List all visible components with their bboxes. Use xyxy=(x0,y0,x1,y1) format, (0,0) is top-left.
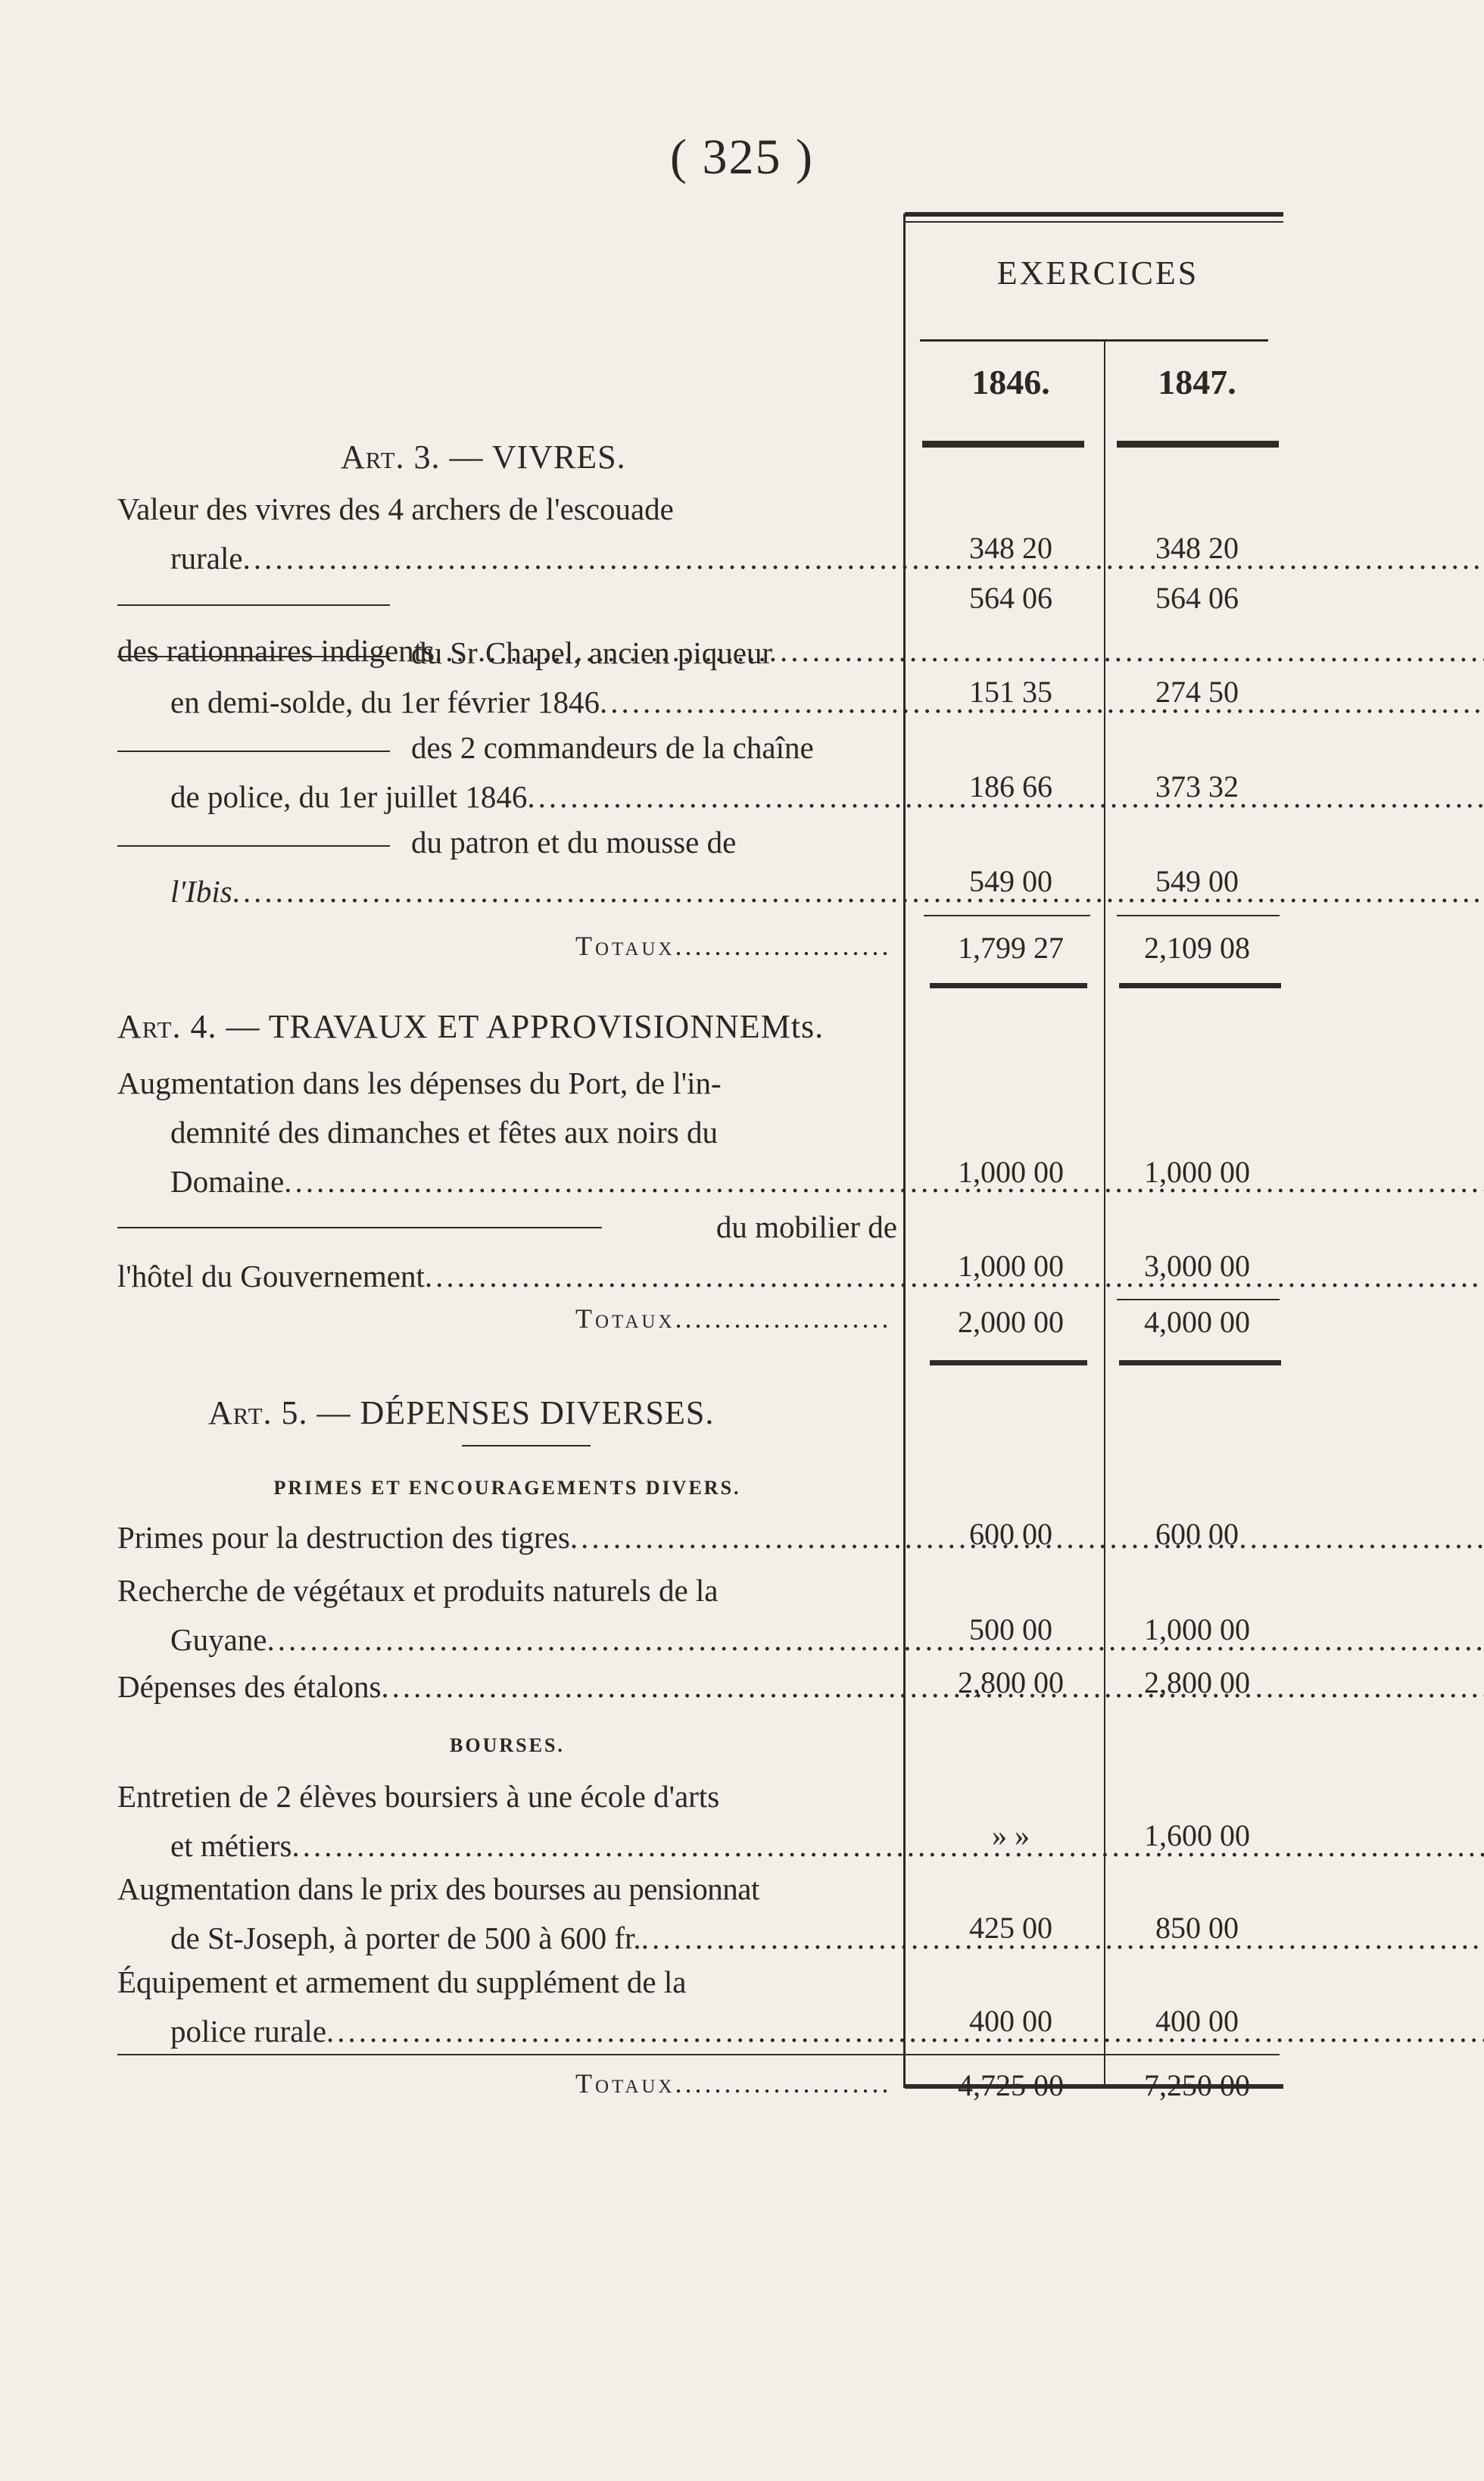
art3-row-5-1847: 549 00 xyxy=(1155,864,1239,898)
art5-total-1846: 4,725 00 xyxy=(958,2068,1064,2102)
row-label-line: du Sr Chapel, ancien piqueur xyxy=(411,635,773,670)
row-label-line: l'Ibis xyxy=(170,874,232,909)
art5-row-1-1847: 600 00 xyxy=(1155,1517,1239,1551)
year-rule-1847 xyxy=(1117,441,1279,448)
art4-row-1 xyxy=(117,1059,897,1206)
row-label-line: de police, du 1er juillet 1846 xyxy=(170,779,528,814)
art5-row-3 xyxy=(117,1662,897,1712)
art4-total-row xyxy=(575,1303,893,1334)
art5-row-6-1847: 400 00 xyxy=(1155,2004,1239,2038)
row-label-line: et métiers xyxy=(170,1828,292,1863)
row-label-line: Guyane xyxy=(170,1622,267,1657)
art5-row-2-1846: 500 00 xyxy=(969,1612,1052,1646)
art3-row-5 xyxy=(117,818,897,916)
page-number: ( 325 ) xyxy=(670,130,814,185)
art3-row-4 xyxy=(117,723,897,822)
row-label-line: du mobilier de xyxy=(716,1209,897,1244)
art3-total-1846: 1,799 27 xyxy=(958,931,1064,965)
art4-row-2-1847: 3,000 00 xyxy=(1144,1249,1250,1283)
art3-row-5-1846: 549 00 xyxy=(969,864,1052,898)
table-top-rule-thin xyxy=(905,221,1283,223)
art5-row-6-1846: 400 00 xyxy=(969,2004,1052,2038)
art5-row-4-1847: 1,600 00 xyxy=(1144,1818,1250,1852)
art3-total-rule-1846 xyxy=(930,983,1087,988)
header-year-1847: 1847. xyxy=(1158,363,1236,401)
art3-row-2-1847: 564 06 xyxy=(1155,581,1239,615)
art5-row-6 xyxy=(117,1958,897,2056)
art3-row-2-1846: 564 06 xyxy=(969,581,1052,615)
art4-prefix: Art. 4. xyxy=(117,1008,217,1045)
row-label-line: des rationnaires indigents xyxy=(117,633,435,668)
art3-title xyxy=(341,438,626,476)
art5-row-2-1847: 1,000 00 xyxy=(1144,1612,1250,1646)
row-label-line: demnité des dimanches et fêtes aux noirs du xyxy=(170,1115,718,1150)
art3-row-1-1847: 348 20 xyxy=(1155,531,1239,565)
art5-row-4 xyxy=(117,1772,897,1871)
art4-title xyxy=(117,1007,824,1046)
art4-title-text: — TRAVAUX ET APPROVISIONNEMts. xyxy=(226,1008,825,1045)
art5-title-text: — DÉPENSES DIVERSES. xyxy=(316,1394,715,1431)
row-label-line: l'hôtel du Gouvernement xyxy=(117,1259,425,1294)
row-label-line: police rurale xyxy=(170,2014,327,2049)
art4-total-1847: 4,000 00 xyxy=(1144,1305,1250,1339)
row-label-line: Recherche de végétaux et produits naturels de la xyxy=(117,1573,719,1608)
art3-sum-rule-1846 xyxy=(924,915,1090,916)
art5-title-rule xyxy=(462,1445,591,1446)
row-label-line: Augmentation dans le prix des bourses au pensionnat xyxy=(117,1871,759,1906)
art4-total-rule-1846 xyxy=(930,1360,1087,1365)
table-top-rule xyxy=(905,212,1283,217)
art3-row-1 xyxy=(117,485,897,583)
art3-total-row xyxy=(575,930,893,962)
art3-title-text: — VIVRES. xyxy=(449,438,626,476)
art4-row-1-1846: 1,000 00 xyxy=(958,1155,1064,1189)
row-label-line: du patron et du mousse de xyxy=(411,825,737,860)
art3-total-label: Totaux xyxy=(575,931,675,961)
art3-prefix: Art. 3. xyxy=(341,438,441,476)
art3-total-rule-1847 xyxy=(1119,983,1281,988)
art3-sum-rule-1847 xyxy=(1117,915,1280,916)
art5-title xyxy=(208,1393,714,1432)
art5-row-3-1847: 2,800 00 xyxy=(1144,1665,1250,1699)
art5-subheading-primes: PRIMES ET ENCOURAGEMENTS DIVERS. xyxy=(273,1477,741,1499)
row-label-line: en demi-solde, du 1er février 1846 xyxy=(170,685,600,719)
art5-row-5 xyxy=(117,1865,897,1963)
art5-total-1847: 7,250 00 xyxy=(1144,2068,1250,2102)
art4-row-2 xyxy=(117,1203,897,1301)
art4-sum-rule-1847 xyxy=(1117,1299,1280,1300)
row-label-line: Entretien de 2 élèves boursiers à une école d'arts xyxy=(117,1779,720,1814)
header-exercices: EXERCICES xyxy=(996,254,1199,292)
row-label-line: Primes pour la destruction des tigres xyxy=(117,1520,570,1555)
art4-total-1846: 2,000 00 xyxy=(958,1305,1064,1339)
art5-row-2 xyxy=(117,1566,897,1665)
column-divider xyxy=(1104,341,1105,2088)
art4-row-2-1846: 1,000 00 xyxy=(958,1249,1064,1283)
table-left-border xyxy=(903,214,906,2088)
art5-subheading-bourses: BOURSES. xyxy=(450,1734,565,1756)
art5-row-1-1846: 600 00 xyxy=(969,1517,1052,1551)
art5-total-row xyxy=(575,2068,893,2099)
art3-row-3 xyxy=(117,629,897,727)
row-label-line: Valeur des vivres des 4 archers de l'escouade xyxy=(117,492,674,526)
art5-row-5-1847: 850 00 xyxy=(1155,1911,1239,1945)
art5-prefix: Art. 5. xyxy=(208,1394,308,1431)
header-rule xyxy=(920,339,1268,342)
art3-row-4-1847: 373 32 xyxy=(1155,769,1239,804)
art3-row-3-1847: 274 50 xyxy=(1155,675,1239,709)
art4-row-1-1847: 1,000 00 xyxy=(1144,1155,1250,1189)
art3-row-4-1846: 186 66 xyxy=(969,769,1052,804)
row-label-line: Domaine xyxy=(170,1164,285,1199)
header-year-1846: 1846. xyxy=(971,363,1050,401)
art5-row-3-1846: 2,800 00 xyxy=(958,1665,1064,1699)
row-label-line: de St-Joseph, à porter de 500 à 600 fr. xyxy=(170,1921,641,1955)
art4-total-rule-1847 xyxy=(1119,1360,1281,1365)
art3-row-3-1846: 151 35 xyxy=(969,675,1052,709)
row-label-line: Augmentation dans les dépenses du Port, de l'in- xyxy=(117,1066,722,1100)
row-label-line: Équipement et armement du supplément de la xyxy=(117,1965,687,1999)
art4-total-label: Totaux xyxy=(575,1303,675,1334)
row-label-line: des 2 commandeurs de la chaîne xyxy=(411,730,814,765)
art5-row-1 xyxy=(117,1513,897,1562)
art5-total-label: Totaux xyxy=(575,2068,675,2099)
art5-row-4-1846: » » xyxy=(992,1818,1030,1852)
row-label-line: Dépenses des étalons xyxy=(117,1669,382,1704)
art3-total-1847: 2,109 08 xyxy=(1144,931,1250,965)
art3-row-1-1846: 348 20 xyxy=(969,531,1052,565)
year-rule-1846 xyxy=(922,441,1084,448)
row-label-line: rurale xyxy=(170,541,243,576)
art5-row-5-1846: 425 00 xyxy=(969,1911,1052,1945)
art5-sum-rule xyxy=(117,2054,1280,2055)
